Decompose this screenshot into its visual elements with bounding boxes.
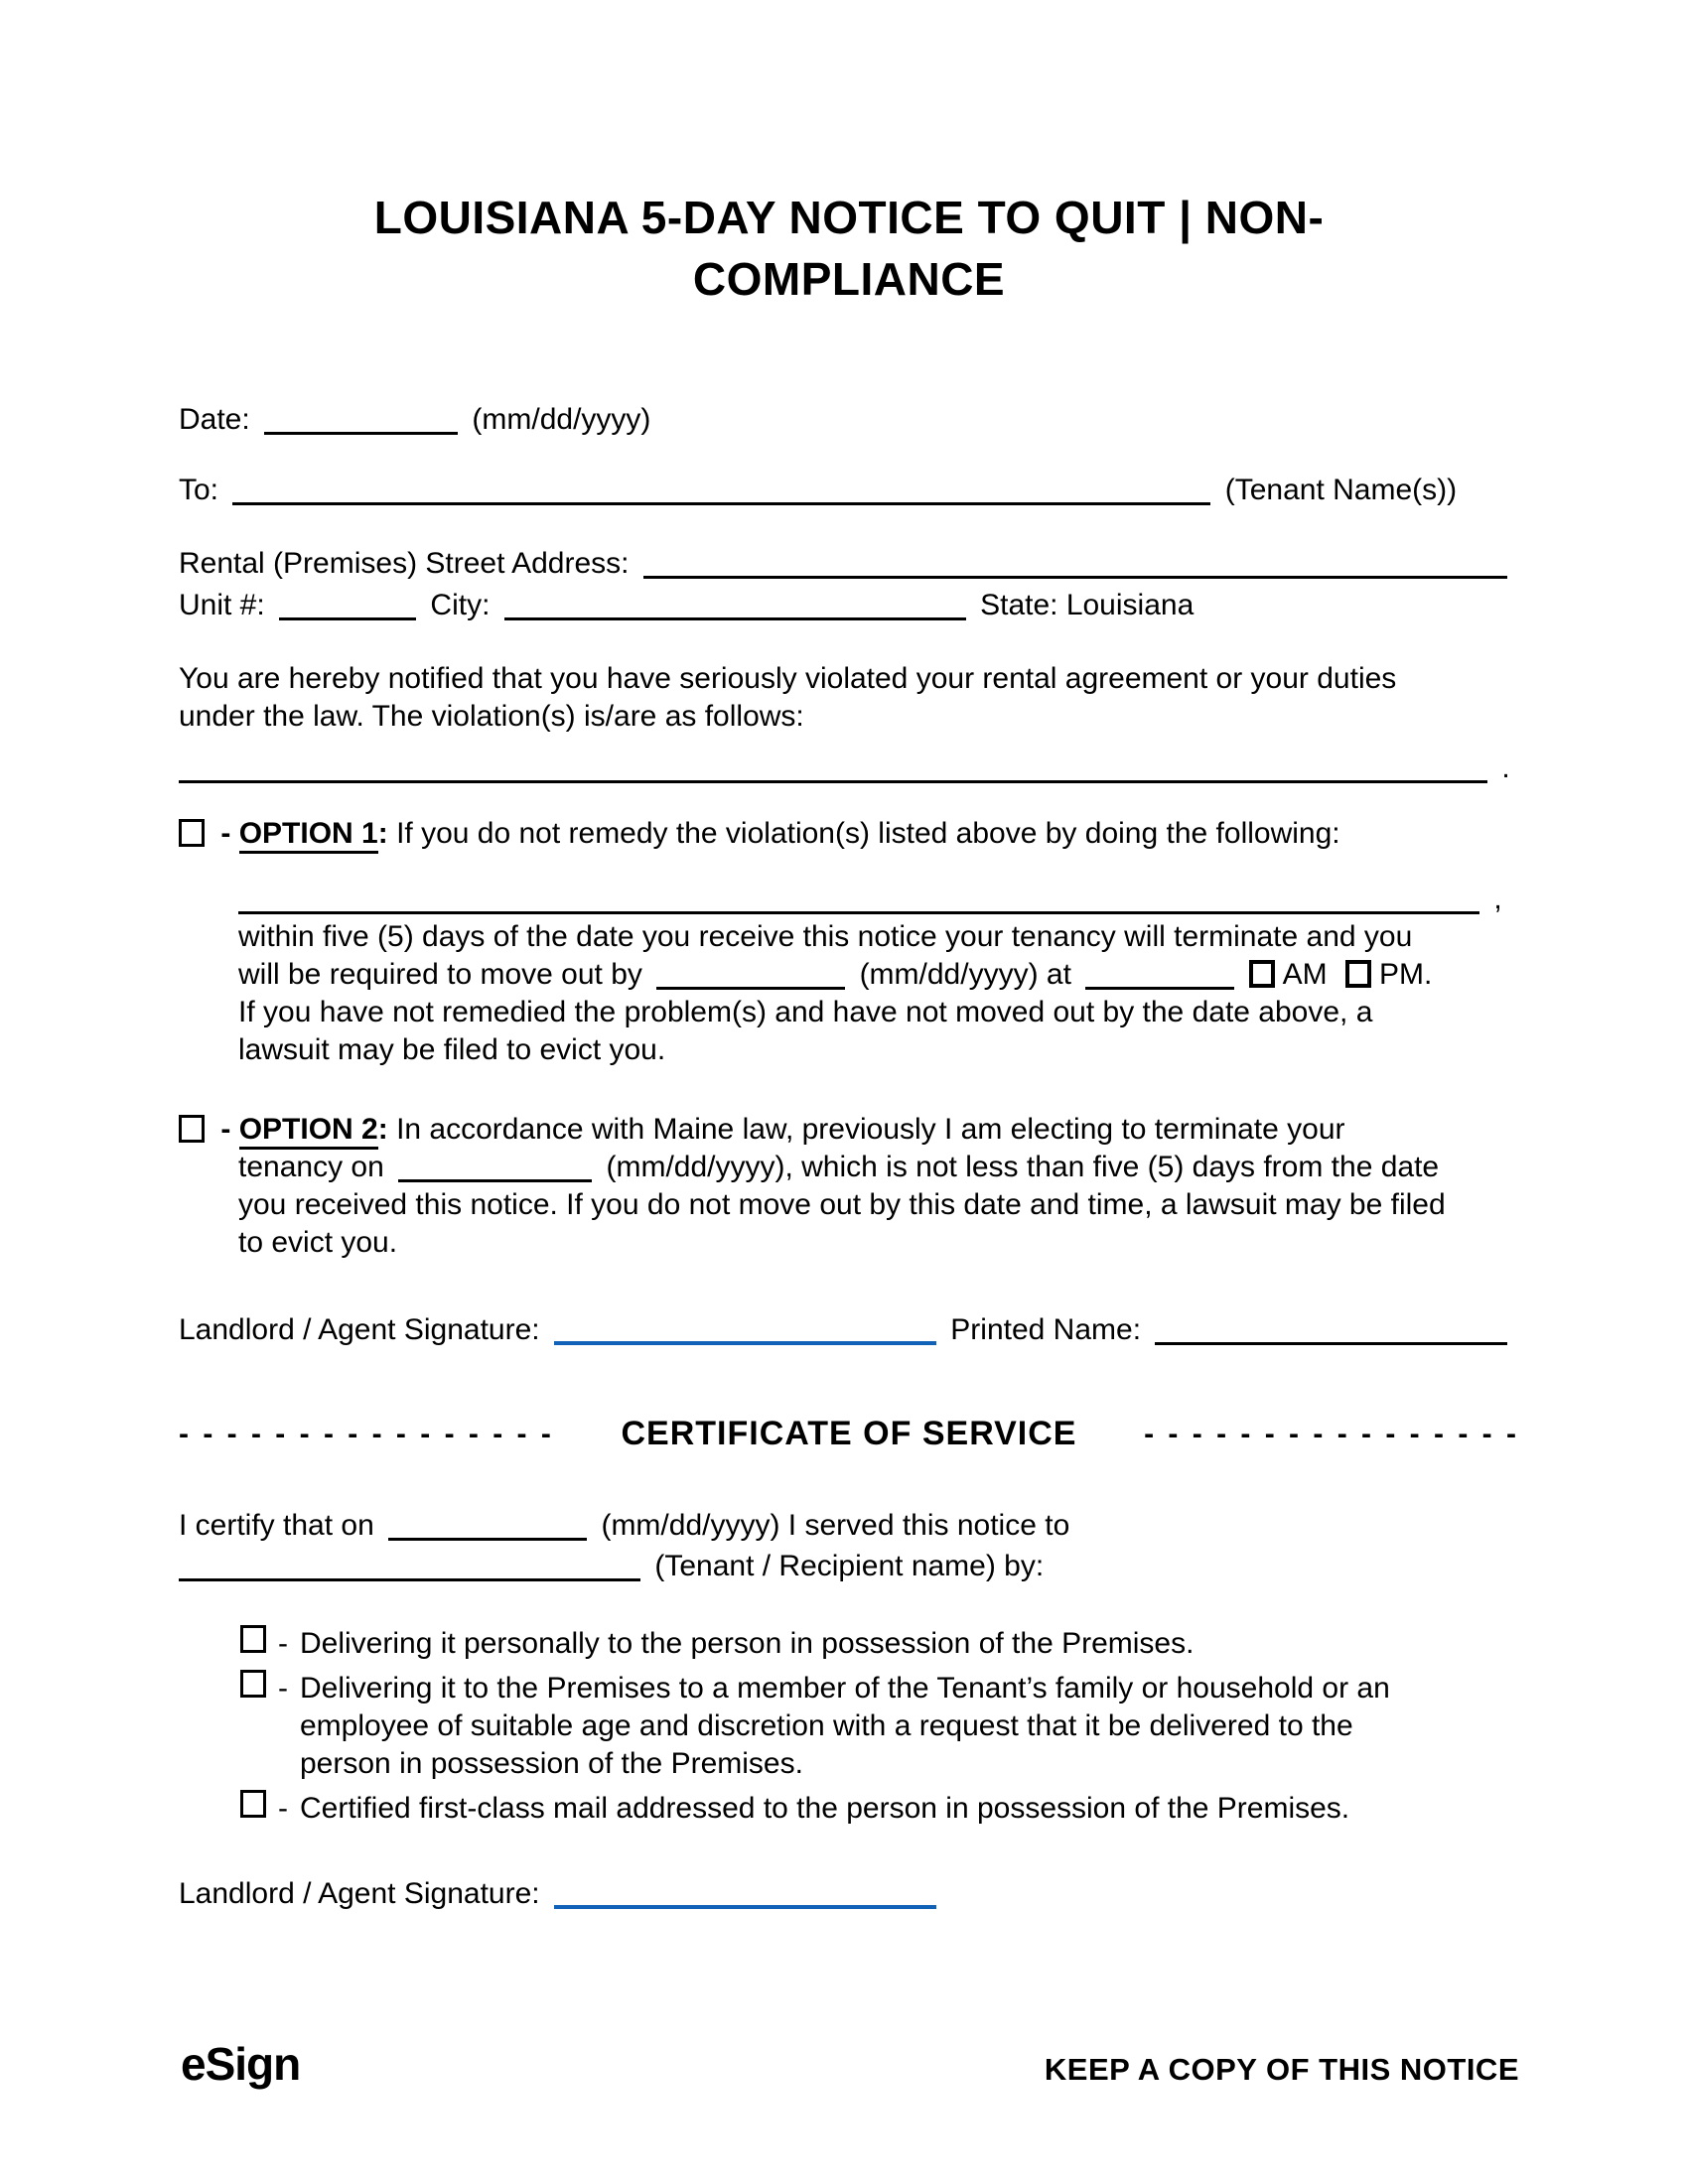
rental-address-label: Rental (Premises) Street Address: — [179, 547, 630, 580]
closing-signature-label: Landlord / Agent Signature: — [179, 1877, 540, 1910]
service-method-mail — [240, 1790, 1519, 1828]
closing-signature-field-line[interactable] — [554, 1875, 936, 1909]
termination-date-field-line[interactable] — [398, 1150, 592, 1182]
option2-termination-row — [238, 1149, 1519, 1186]
date-format-hint: (mm/dd/yyyy) — [472, 403, 651, 436]
pm-checkbox[interactable] — [1345, 960, 1371, 988]
certificate-of-service-header — [179, 1415, 1519, 1453]
option2-intro: In accordance with Maine law, previously I am electing to terminate your — [396, 1113, 1345, 1146]
city-label: City: — [430, 589, 491, 621]
pm-label: PM. — [1378, 958, 1433, 991]
certificate-dashes-left: - - - - - - - - - - - - - - - - — [179, 1417, 554, 1450]
landlord-signature-label: Landlord / Agent Signature: — [179, 1313, 540, 1346]
method-household-line3: person in possession of the Premises. — [300, 1747, 803, 1780]
violation-details-field-line[interactable] — [179, 751, 1487, 783]
service-method-household — [240, 1670, 1519, 1783]
violation-details-row — [179, 750, 1519, 787]
violation-intro-line1: You are hereby notified that you have seriously violated your rental agreement or your duties — [179, 662, 1397, 695]
am-checkbox[interactable] — [1249, 960, 1275, 988]
option1-heading-row — [179, 815, 1519, 853]
date-field-line[interactable] — [264, 402, 458, 435]
option1-checkbox[interactable] — [179, 819, 205, 847]
method-mail-text: Certified first-class mail addressed to the person in possession of the Premises. — [300, 1792, 1350, 1825]
service-method-personal — [240, 1625, 1519, 1663]
moveout-date-field-line[interactable] — [656, 957, 845, 990]
certify-row1 — [179, 1507, 1519, 1545]
to-row — [179, 472, 1519, 509]
method-personal-text: Delivering it personally to the person in possession of the Premises. — [300, 1627, 1195, 1660]
unit-label: Unit #: — [179, 589, 265, 621]
method-household-text — [300, 1670, 1390, 1783]
closing-signature-row — [179, 1875, 1519, 1913]
option1-remedy-field-line[interactable] — [238, 882, 1479, 914]
method-household-line1: Delivering it to the Premises to a member of the Tenant’s family or household or an — [300, 1672, 1390, 1705]
certify-row2 — [179, 1548, 1519, 1585]
option1-moveout-row — [238, 956, 1519, 994]
violation-intro — [179, 660, 1519, 736]
option1-remedy-row — [238, 881, 1519, 918]
option2-tenancy-pre: tenancy on — [238, 1151, 384, 1183]
option1-colon: : — [377, 817, 388, 850]
page-footer — [181, 2037, 1519, 2091]
violation-intro-line2: under the law. The violation(s) is/are as follows: — [179, 700, 804, 733]
tenant-name-field-line[interactable] — [232, 473, 1210, 505]
option1-blank-terminator: , — [1493, 883, 1502, 915]
option1-heading: OPTION 1 — [239, 817, 378, 854]
street-address-field-line[interactable] — [643, 546, 1507, 579]
option2-dash: - — [220, 1113, 231, 1146]
option1-moveout-pre: will be required to move out by — [238, 958, 642, 991]
option1-body-line1: within five (5) days of the date you receive this notice your tenancy will terminate and you — [238, 920, 1413, 953]
method-household-dash: - — [278, 1672, 288, 1705]
am-label: AM — [1282, 958, 1328, 991]
unit-city-state-row — [179, 587, 1519, 624]
tenant-names-hint: (Tenant Name(s)) — [1224, 474, 1458, 506]
rental-address-row — [179, 545, 1519, 583]
state-label: State: Louisiana — [980, 589, 1195, 621]
city-field-line[interactable] — [504, 588, 966, 620]
method-personal-dash: - — [278, 1627, 288, 1660]
recipient-name-field-line[interactable] — [179, 1549, 640, 1581]
option2-body-line3: you received this notice. If you do not move out by this date and time, a lawsuit may be filed — [238, 1188, 1446, 1221]
violation-terminator: . — [1501, 751, 1510, 784]
certificate-dashes-right: - - - - - - - - - - - - - - - - — [1144, 1417, 1519, 1450]
certify-pre: I certify that on — [179, 1509, 374, 1542]
option2-colon: : — [377, 1113, 388, 1146]
option2-tenancy-post: (mm/dd/yyyy), which is not less than five (5) days from the date — [606, 1151, 1440, 1183]
form-title — [218, 187, 1479, 310]
option2-body-line4: to evict you. — [238, 1226, 398, 1259]
keep-copy-notice: KEEP A COPY OF THIS NOTICE — [1044, 2052, 1519, 2087]
date-label: Date: — [179, 403, 250, 436]
option1-body-line4: lawsuit may be filed to evict you. — [238, 1033, 666, 1066]
form-title-line2: COMPLIANCE — [692, 253, 1006, 305]
signature-row — [179, 1311, 1519, 1349]
option1-intro: If you do not remedy the violation(s) listed above by doing the following: — [396, 817, 1340, 850]
form-title-line1: LOUISIANA 5-DAY NOTICE TO QUIT | NON- — [373, 192, 1325, 243]
recipient-hint: (Tenant / Recipient name) by: — [654, 1550, 1045, 1582]
landlord-signature-field-line[interactable] — [554, 1311, 936, 1345]
option2-heading: OPTION 2 — [239, 1113, 378, 1150]
moveout-time-field-line[interactable] — [1085, 957, 1234, 990]
method-mail-checkbox[interactable] — [240, 1790, 266, 1818]
method-household-checkbox[interactable] — [240, 1670, 266, 1698]
certificate-title: CERTIFICATE OF SERVICE — [621, 1415, 1077, 1452]
printed-name-label: Printed Name: — [950, 1313, 1142, 1346]
to-label: To: — [179, 474, 219, 506]
service-methods-list — [240, 1625, 1519, 1828]
printed-name-field-line[interactable] — [1155, 1312, 1507, 1345]
method-household-line2: employee of suitable age and discretion with a request that it be delivered to the — [300, 1709, 1353, 1742]
option2-checkbox[interactable] — [179, 1115, 205, 1143]
esign-logo: eSign — [181, 2038, 301, 2090]
unit-field-line[interactable] — [279, 588, 416, 620]
method-personal-checkbox[interactable] — [240, 1625, 266, 1653]
option1-dash: - — [220, 817, 231, 850]
date-row — [179, 401, 1519, 439]
option1-moveout-mid: (mm/dd/yyyy) at — [859, 958, 1071, 991]
option1-body-line3: If you have not remedied the problem(s) and have not moved out by the date above, a — [238, 996, 1373, 1028]
certify-post: (mm/dd/yyyy) I served this notice to — [601, 1509, 1070, 1542]
method-mail-dash: - — [278, 1792, 288, 1825]
option2-heading-row — [179, 1111, 1519, 1149]
service-date-field-line[interactable] — [388, 1508, 587, 1541]
